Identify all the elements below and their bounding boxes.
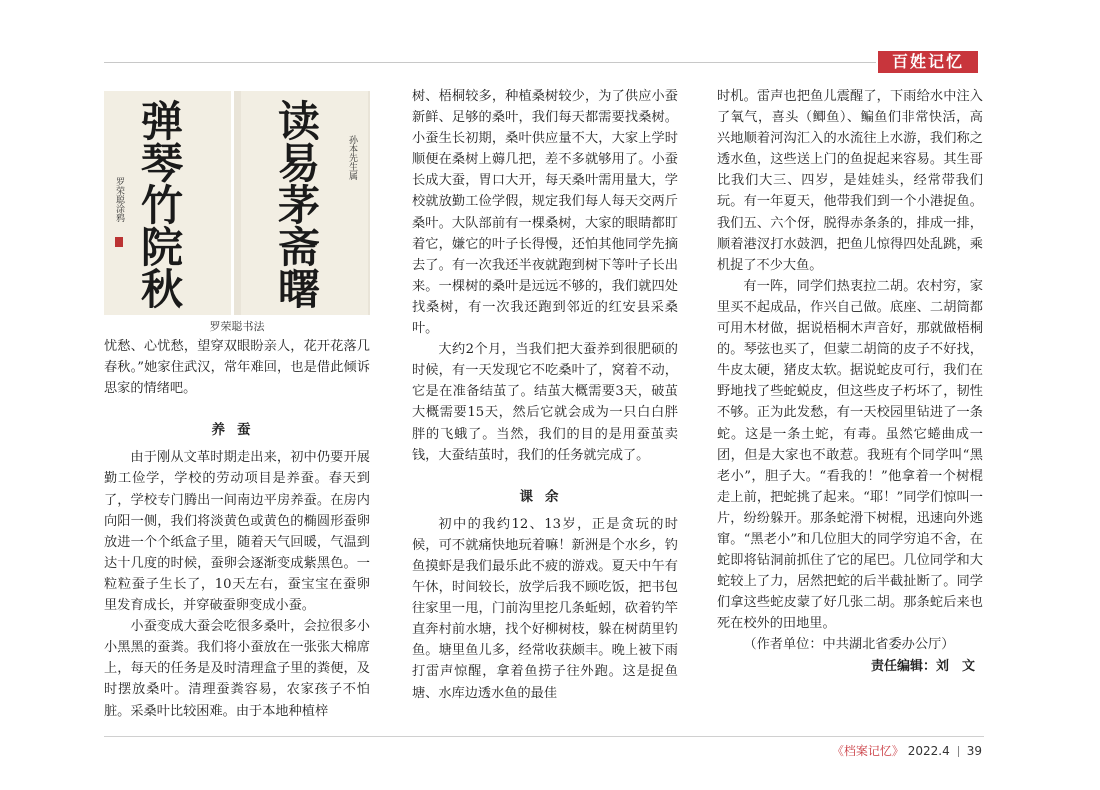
left-scroll <box>104 91 234 315</box>
page-number: 39 <box>966 744 982 758</box>
editor-credit: 责任编辑：刘 文 <box>870 658 975 674</box>
footer-separator <box>958 746 959 757</box>
photo-caption: 罗荣聪书法 <box>209 320 265 333</box>
column-1 <box>104 336 370 722</box>
magazine-name: 《档案记忆》 <box>831 744 904 758</box>
seal-stamp <box>115 237 123 247</box>
section-heading-after-class: 课余 <box>519 488 571 505</box>
footer-rule <box>104 736 984 737</box>
column-3 <box>717 86 983 677</box>
left-scroll-calligraphy: 弹琴竹院秋 <box>135 99 184 309</box>
left-scroll-inscription: 罗荣聪涂鸦 <box>114 177 124 222</box>
paragraph: 树、梧桐较多，种植桑树较少，为了供应小蚕新鲜、足够的桑叶，我们每天都需要找桑树。小蚕生长初期，桑叶供应量不大，大家上学时顺便在桑树上薅几把，差不多就够用了。小蚕长成大蚕，胃口大开，每天桑叶需用量大，学校就放勤工俭学假，规定我们每人每天交两斤桑叶。大队部前有一棵桑树，大家的眼睛都盯着它，嫌它的叶子长得慢，还怕其他同学先摘去了。有一次我还半夜就跑到树下等叶子长出来。一棵树的桑叶是远远不够的，我们就四处找桑树，有一次我还跑到邻近的红安县采桑叶。 <box>412 89 678 337</box>
section-tag: 百姓记忆 <box>878 51 978 73</box>
paragraph: 大约2个月，当我们把大蚕养到很肥硕的时候，有一天发现它不吃桑叶了，窝着不动，它是在准备结茧了。结茧大概需要3天，破茧大概需要15天，然后它就会成为一只白白胖胖的飞蛾了。当然，我们的目的是用蚕茧卖钱，大蚕结茧时，我们的任务就完成了。 <box>412 342 678 463</box>
paragraph: 时机。雷声也把鱼儿震醒了，下雨给水中注入了氧气，喜头（鲫鱼）、鳊鱼们非常快活，高兴地顺着河沟汇入的水流往上水游，我们称之透水鱼，这些送上门的鱼捉起来容易。其生哥比我们大三、四岁，是娃娃头，经常带我们玩。有一年夏天，他带我们到一个小港捉鱼。我们五、六个伢，脱得赤条条的，排成一排，顺着港汊打水鼓泗，把鱼儿惊得四处乱跳，乘机捉了不少大鱼。 <box>717 89 983 273</box>
page-footer <box>832 742 982 759</box>
paragraph: 忧愁、心忧愁，望穿双眼盼亲人，花开花落几春秋。”她家住武汉，常年难回，也是借此倾诉思家的情绪吧。 <box>104 339 370 397</box>
paragraph: 由于刚从文革时期走出来，初中仍要开展勤工俭学，学校的劳动项目是养蚕。春天到了，学校专门腾出一间南边平房养蚕。在房内向阳一侧，我们将淡黄色或黄色的椭圆形蚕卵放进一个个纸盒子里，随着天气回暖，气温到达十几度的时候，蚕卵会逐渐变成紫黑色。一粒粒蚕子生长了，10天左右，蚕宝宝在蚕卵里发育成长，并穿破蚕卵变成小蚕。 <box>104 450 370 614</box>
right-scroll-inscription: 孙本先生属 <box>347 135 357 180</box>
author-note: （作者单位：中共湖北省委办公厅） <box>743 637 955 653</box>
section-heading-silkworm: 养蚕 <box>211 422 263 439</box>
paragraph: 初中的我约12、13岁，正是贪玩的时候，可不就痛快地玩着嘛！新洲是个水乡，钓鱼摸虾是我们最乐此不疲的游戏。夏天中午有午休，时间较长，放学后我不顾吃饭，把书包往家里一甩，门前沟里挖几条蚯蚓，砍着钓竿直奔村前水塘，找个好柳树枝，躲在树荫里钓鱼。塘里鱼儿多，经常收获颇丰。晚上被下雨打雷声惊醒，拿着鱼捞子往外跑。这是捉鱼塘、水库边透水鱼的最佳 <box>412 516 678 701</box>
right-scroll-calligraphy: 读易茅斋曙 <box>272 99 321 309</box>
header-rule <box>104 62 876 63</box>
column-2 <box>412 86 678 704</box>
right-scroll <box>241 91 368 315</box>
paragraph: 有一阵，同学们热衷拉二胡。农村穷，家里买不起成品，作兴自己做。底座、二胡筒都可用木材做，据说梧桐木声音好，那就做梧桐的。琴弦也买了，但蒙二胡筒的皮子不好找，牛皮太硬，猪皮太软。据说蛇皮可行，我们在野地找了些蛇蜕皮，但这些皮子朽坏了，韧性不够。正为此发愁，有一天校园里钻进了一条蛇。这是一条土蛇，有毒。虽然它蜷曲成一团，但是大家也不敢惹。我班有个同学叫“黑老小”，胆子大。“看我的！”他拿着一个树棍走上前，把蛇挑了起来。“耶！”同学们惊叫一片，纷纷躲开。那条蛇滑下树棍，迅速向外逃窜。“黑老小”和几位胆大的同学穷追不舍，在蛇即将钻洞前抓住了它的尾巴。几位同学和大蛇较上了力，居然把蛇的后半截扯断了。同学们拿这些蛇皮蒙了好几张二胡。那条蛇后来也死在校外的田地里。 <box>717 278 983 632</box>
calligraphy-photo <box>104 91 370 315</box>
issue-number: 2022.4 <box>907 744 950 758</box>
paragraph: 小蚕变成大蚕会吃很多桑叶，会拉很多小小黑黑的蚕粪。我们将小蚕放在一张张大棉席上，每天的任务是及时清理盒子里的粪便，及时摆放桑叶。清理蚕粪容易，农家孩子不怕脏。采桑叶比较困难。由于本地种植梓 <box>104 619 370 719</box>
